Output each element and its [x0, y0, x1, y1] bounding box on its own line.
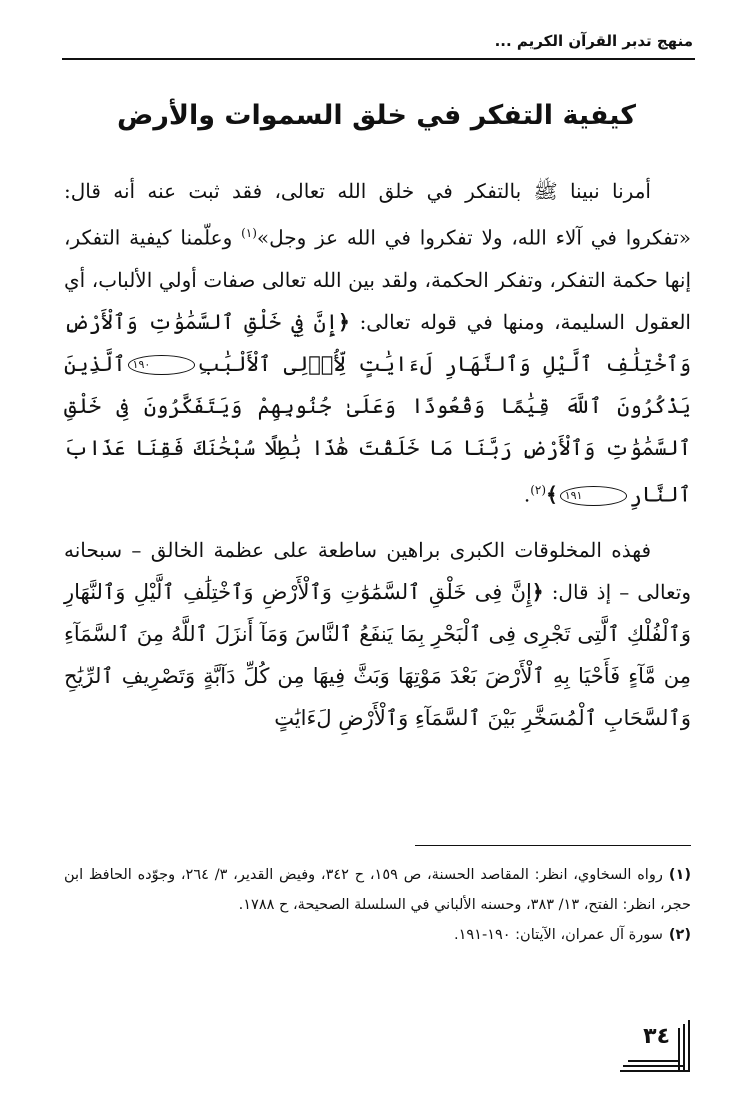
footnotes [64, 860, 691, 950]
footnote-2 [64, 920, 691, 950]
footnote-ref-2: (٢) [530, 482, 547, 497]
page-number-ornament [628, 1060, 680, 1062]
paragraph-2-text: فهذه المخلوقات الكبرى براهين ساطعة على عظمة الخالق – سبحانه وتعالى – إذ قال: [64, 538, 692, 605]
paragraph-1-end: . [523, 482, 531, 507]
footnote-text: سورة آل عمران، الآيتان: ١٩٠-١٩١. [453, 927, 663, 943]
verse-open-bracket: ﴿ [338, 309, 350, 334]
verse-text-1: إِنَّ فِي خَلْقِ ٱلسَّمَٰوَٰتِ وَٱلْأَرْضِ وَٱخْتِلَٰفِ ٱلَّيْلِ وَٱلنَّهَارِ لَءَايَٰتٍ لِّأُو۟لِى ٱلْأَلْبَٰبِ [64, 309, 691, 376]
footnote-number: (٢) [668, 927, 691, 943]
page-number: ٣٤ [643, 1024, 670, 1049]
header-rule [62, 58, 695, 60]
paragraph-1-continued: وعلّمنا كيفية التفكر، إنها حكمة التفكر، وتفكر الحكمة، ولقد بين الله تعالى صفات أولي الألباب، أي العقول السليمة، ومنها في قوله تعالى: [64, 225, 691, 334]
verse-close-bracket: ﴾ [546, 482, 558, 507]
section-title: كيفية التفكر في خلق السموات والأرض [117, 100, 636, 131]
ayah-number-190: ١٩٠ [128, 355, 196, 375]
body-text [64, 170, 691, 739]
paragraph-2 [64, 529, 691, 739]
footnote-rule [415, 845, 691, 846]
page-number-ornament [620, 1070, 690, 1072]
verse-text-3: إِنَّ فِى خَلْقِ ٱلسَّمَٰوَٰتِ وَٱلْأَرْضِ وَٱخْتِلَٰفِ ٱلَّيْلِ وَٱلنَّهَارِ وَٱلْفُلْكِ ٱلَّتِى تَجْرِى فِى ٱلْبَحْرِ بِمَا يَنفَعُ ٱلنَّاسَ وَمَآ أَنزَلَ ٱللَّهُ مِنَ ٱلسَّمَآءِ مِن مَّآءٍ فَأَحْيَا بِهِ ٱلْأَرْضَ بَعْدَ مَوْتِهَا وَبَثَّ فِيهَا مِن كُلِّ دَآبَّةٍ وَتَصْرِيفِ ٱلرِّيَٰحِ وَٱلسَّحَابِ ٱلْمُسَخَّرِ بَيْنَ ٱلسَّمَآءِ وَٱلْأَرْضِ لَءَايَٰتٍ [64, 580, 691, 731]
footnote-text: رواه السخاوي، انظر: المقاصد الحسنة، ص ١٥٩، ح ٣٤٢، وفيض القدير، ٣/ ٢٦٤، وجوّده الحافظ ابن حجر، انظر: الفتح، ١٣/ ٣٨٣، وحسنه الألباني في السلسلة الصحيحة، ح ١٧٨٨. [64, 867, 691, 913]
page-number-block [620, 1020, 690, 1072]
page-number-ornament [688, 1020, 690, 1072]
page-number-ornament [623, 1065, 685, 1067]
verse-text-2: ٱلَّذِينَ يَذْكُرُونَ ٱللَّهَ قِيَٰمًا وَقُعُودًا وَعَلَىٰ جُنُوبِهِمْ وَيَتَفَكَّرُونَ فِى خَلْقِ ٱلسَّمَٰوَٰتِ وَٱلْأَرْضِ رَبَّنَا مَا خَلَقْتَ هَٰذَا بَٰطِلًا سُبْحَٰنَكَ فَقِنَا عَذَابَ ٱلنَّارِ [64, 351, 691, 507]
footnote-1 [64, 860, 691, 920]
paragraph-1-text: أمرنا نبينا ﷺ بالتفكر في خلق الله تعالى، فقد ثبت عنه أنه قال: «تفكروا في آلاء الله، ولا تفكروا في الله عز وجل» [64, 179, 691, 250]
footnote-number: (١) [668, 867, 691, 883]
running-header: منهج تدبر القرآن الكريم ... [494, 32, 693, 50]
ayah-number-191: ١٩١ [560, 486, 628, 506]
verse2-open-bracket: ﴿ [531, 580, 544, 605]
footnote-ref-1: (١) [241, 226, 257, 240]
paragraph-1 [64, 170, 691, 515]
